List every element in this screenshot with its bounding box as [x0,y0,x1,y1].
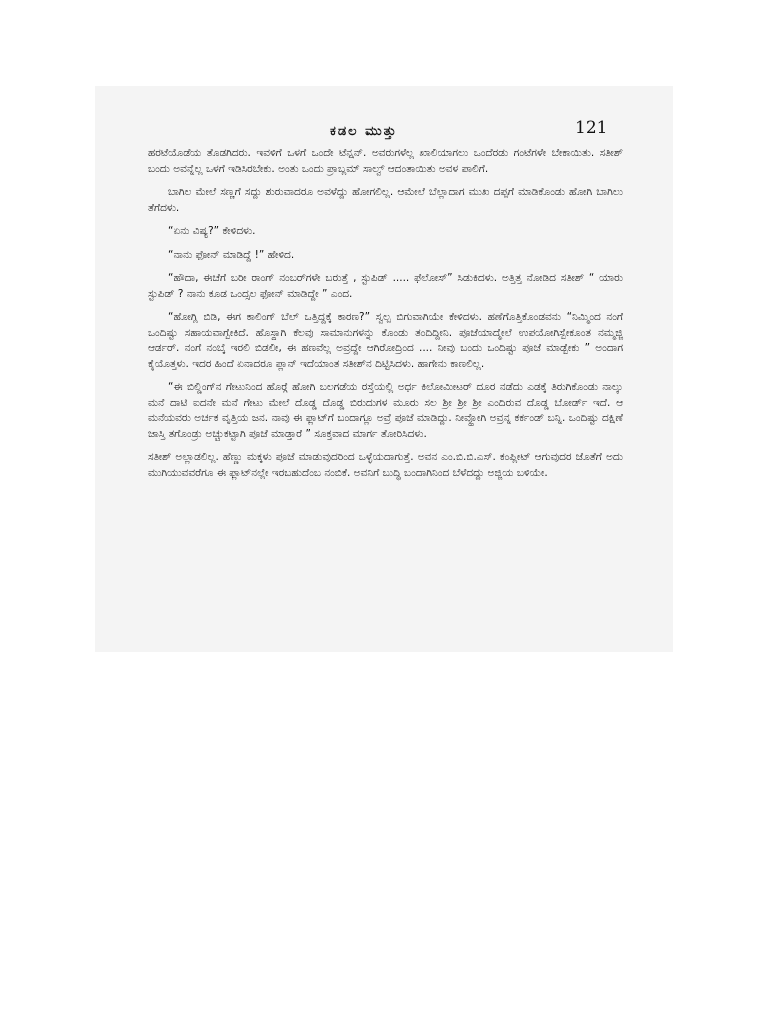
paragraph: “ಏನು ವಿಷ್ಯ?” ಕೇಳಿದಳು. [168,225,256,237]
body-text [148,146,623,489]
paragraph: “ನಾನು ಫೋನ್ ಮಾಡಿದ್ದೆ !” ಹೇಳಿದ. [168,248,295,261]
paragraph: ಸತೀಶ್ ಅಲ್ಲಾಡಲಿಲ್ಲ. ಹೆಣ್ಣು ಮಕ್ಕಳು ಪೂಜೆ ಮಾಡುವುದರಿಂದ ಒಳ್ಳೆಯದಾಗುತ್ತೆ. ಅವನ ಎಂ.ಬಿ.ಬಿ.ಎಸ್. ಕಂಪ್ಲೀಟ್ ಆಗುವುದರ ಜೊತೆಗೆ ಅದು ಮುಗಿಯುವವರೆಗೂ ಈ ಫ್ಲಾಟ್‌ನಲ್ಲೇ ಇರಬಹುದೆಂಬ ನಂಬಿಕೆ. ಅವನಿಗೆ ಬುದ್ಧಿ ಬಂದಾಗಿನಿಂದ ಬೆಳೆದದ್ದು ಅಜ್ಜಿಯ ಬಳಿಯೇ. [148,451,623,479]
running-title: ಕಡಲ ಮುತ್ತು [330,124,398,139]
paragraph: “ಹೋಗ್ಲಿ ಬಿಡಿ, ಈಗ ಕಾಲಿಂಗ್ ಬೆಲ್ ಒತ್ತಿದ್ದಕ್ಕೆ ಕಾರಣ?” ಸ್ವಲ್ಪ ಬಿಗುವಾಗಿಯೇ ಕೇಳಿದಳು. ಹಣೆಗೊತ್ತಿಕೊಂಡವನು “ನಿಮ್ಮಿಂದ ನಂಗೆ ಒಂದಿಷ್ಟು ಸಹಾಯವಾಗ್ಬೇಕಿದೆ. ಹೊಸ್ದಾಗಿ ಕೆಲವು ಸಾಮಾನುಗಳನ್ನು ಕೊಂಡು ತಂದಿದ್ದೀನಿ. ಪೂಜೆಯಾದ್ಮೇಲೆ ಉಪಯೋಗಿಸ್ಬೇಕೂಂತ ನಮ್ಮಜ್ಜಿ ಆರ್ಡರ್. ನಂಗೆ ನಂಬ್ಕೆ ಇರಲಿ ಬಿಡಲೀ, ಈ ಹಣವೆಲ್ಲ ಅವ್ರದ್ದೇ ಆಗಿರೋದ್ರಿಂದ .... ನೀವು ಬಂದು ಒಂದಿಷ್ಟು ಪೂಜೆ ಮಾಡ್ಬೇಕು ” ಅಂದಾಗ ಕೈಯೊತ್ತಳು. ಇದರ ಹಿಂದೆ ಏನಾದರೂ ಪ್ಲಾನ್ ಇದೆಯಾಂತ ಸತೀಶ್‌ನ ದಿಟ್ಟಿಸಿದಳು. ಹಾಗೇನು ಕಾಣಲಿಲ್ಲ. [148,311,623,370]
paragraph: “ಈ ಬಿಲ್ಡಿಂಗ್‌ನ ಗೇಟುನಿಂದ ಹೊರ್‍ಗೆ ಹೋಗಿ ಬಲಗಡೆಯ ರಸ್ತೆಯಲ್ಲಿ ಅರ್ಧ ಕಿಲೋಮೀಟರ್ ದೂರ ನಡೆದು ಎಡಕ್ಕೆ ತಿರುಗಿಕೊಂಡು ನಾಲ್ಕು ಮನೆ ದಾಟಿ ಐದನೇ ಮನೆ ಗೇಟು ಮೇಲೆ ದೊಡ್ಡ ದೊಡ್ಡ ಬಿರುದುಗಳ ಮೂರು ಸಲ ಶ್ರೀ ಶ್ರೀ ಶ್ರೀ ಎಂದಿರುವ ದೊಡ್ಡ ಬೋರ್ಡ್ ಇದೆ. ಆ ಮನೆಯವರು ಅರ್ಚಕ ವೃತ್ತಿಯ ಜನ. ನಾವು ಈ ಫ್ಲಾಟ್‌ಗೆ ಬಂದಾಗ್ಲೂ ಅವ್ರೆ ಪೂಜೆ ಮಾಡಿದ್ದು. ನೀವ್ಹೋಗಿ ಅವ್ರನ್ನ ಕರ್ಕಂಡ್ ಬನ್ನಿ. ಒಂದಿಷ್ಟು ದಕ್ಷಿಣೆ ಜಾಸ್ತಿ ತಗೊಂಡ್ರು ಅಚ್ಚುಕಟ್ಟಾಗಿ ಪೂಜೆ ಮಾಡ್ತಾರೆ ” ಸೂಕ್ತವಾದ ಮಾರ್ಗ ತೋರಿಸಿದಳು. [148,381,623,440]
paragraph: ಬಾಗಿಲ ಮೇಲೆ ಸಣ್ಣಗೆ ಸದ್ದು ಶುರುವಾದರೂ ಅವಳೆದ್ದು ಹೋಗಲಿಲ್ಲ. ಆಮೇಲೆ ಬೆಲ್ಲಾದಾಗ ಮುಖ ದಪ್ಪಗೆ ಮಾಡಿಕೊಂಡು ಹೋಗಿ ಬಾಗಿಲು ತೆಗೆದಳು. [148,186,623,214]
paragraph: ಹರಟೆಯೊಡೆಯ ತೊಡಗಿದರು. ಇವಳಿಗೆ ಒಳಗೆ ಒಂದೇ ಟೆನ್ಷನ್. ಅವರುಗಳೆಲ್ಲ ಖಾಲಿಯಾಗಲು ಒಂದೆರಡು ಗಂಟೆಗಳೇ ಬೇಕಾಯಿತು. ಸತೀಶ್ ಬಂದು ಅವನ್ನೆಲ್ಲ ಒಳಗೆ ಇಡಿಸಿರಬೇಕು. ಅಂತು ಒಂದು ಪ್ರಾಬ್ಲಮ್ ಸಾಲ್ವ್ ಆದಂತಾಯಿತು ಅವಳ ಪಾಲಿಗೆ. [148,147,623,175]
page-number: 121 [575,118,608,138]
book-page [95,86,673,652]
paragraph: “ಹೌದಾ, ಈಚೆಗೆ ಬರೀ ರಾಂಗ್ ನಂಬರ್‌ಗಳೇ ಬರುತ್ತೆ , ಸ್ಟುಪಿಡ್ ..... ಫೆಲೋಸ್” ಸಿಡುಕಿದಳು. ಅತ್ತಿತ್ತ ನೋಡಿದ ಸತೀಶ್ “ ಯಾರು ಸ್ಟುಪಿಡ್ ? ನಾನು ಕೂಡ ಒಂದ್ಸಲ ಫೋನ್ ಮಾಡಿದ್ದೇ ” ಎಂದ. [148,272,623,300]
